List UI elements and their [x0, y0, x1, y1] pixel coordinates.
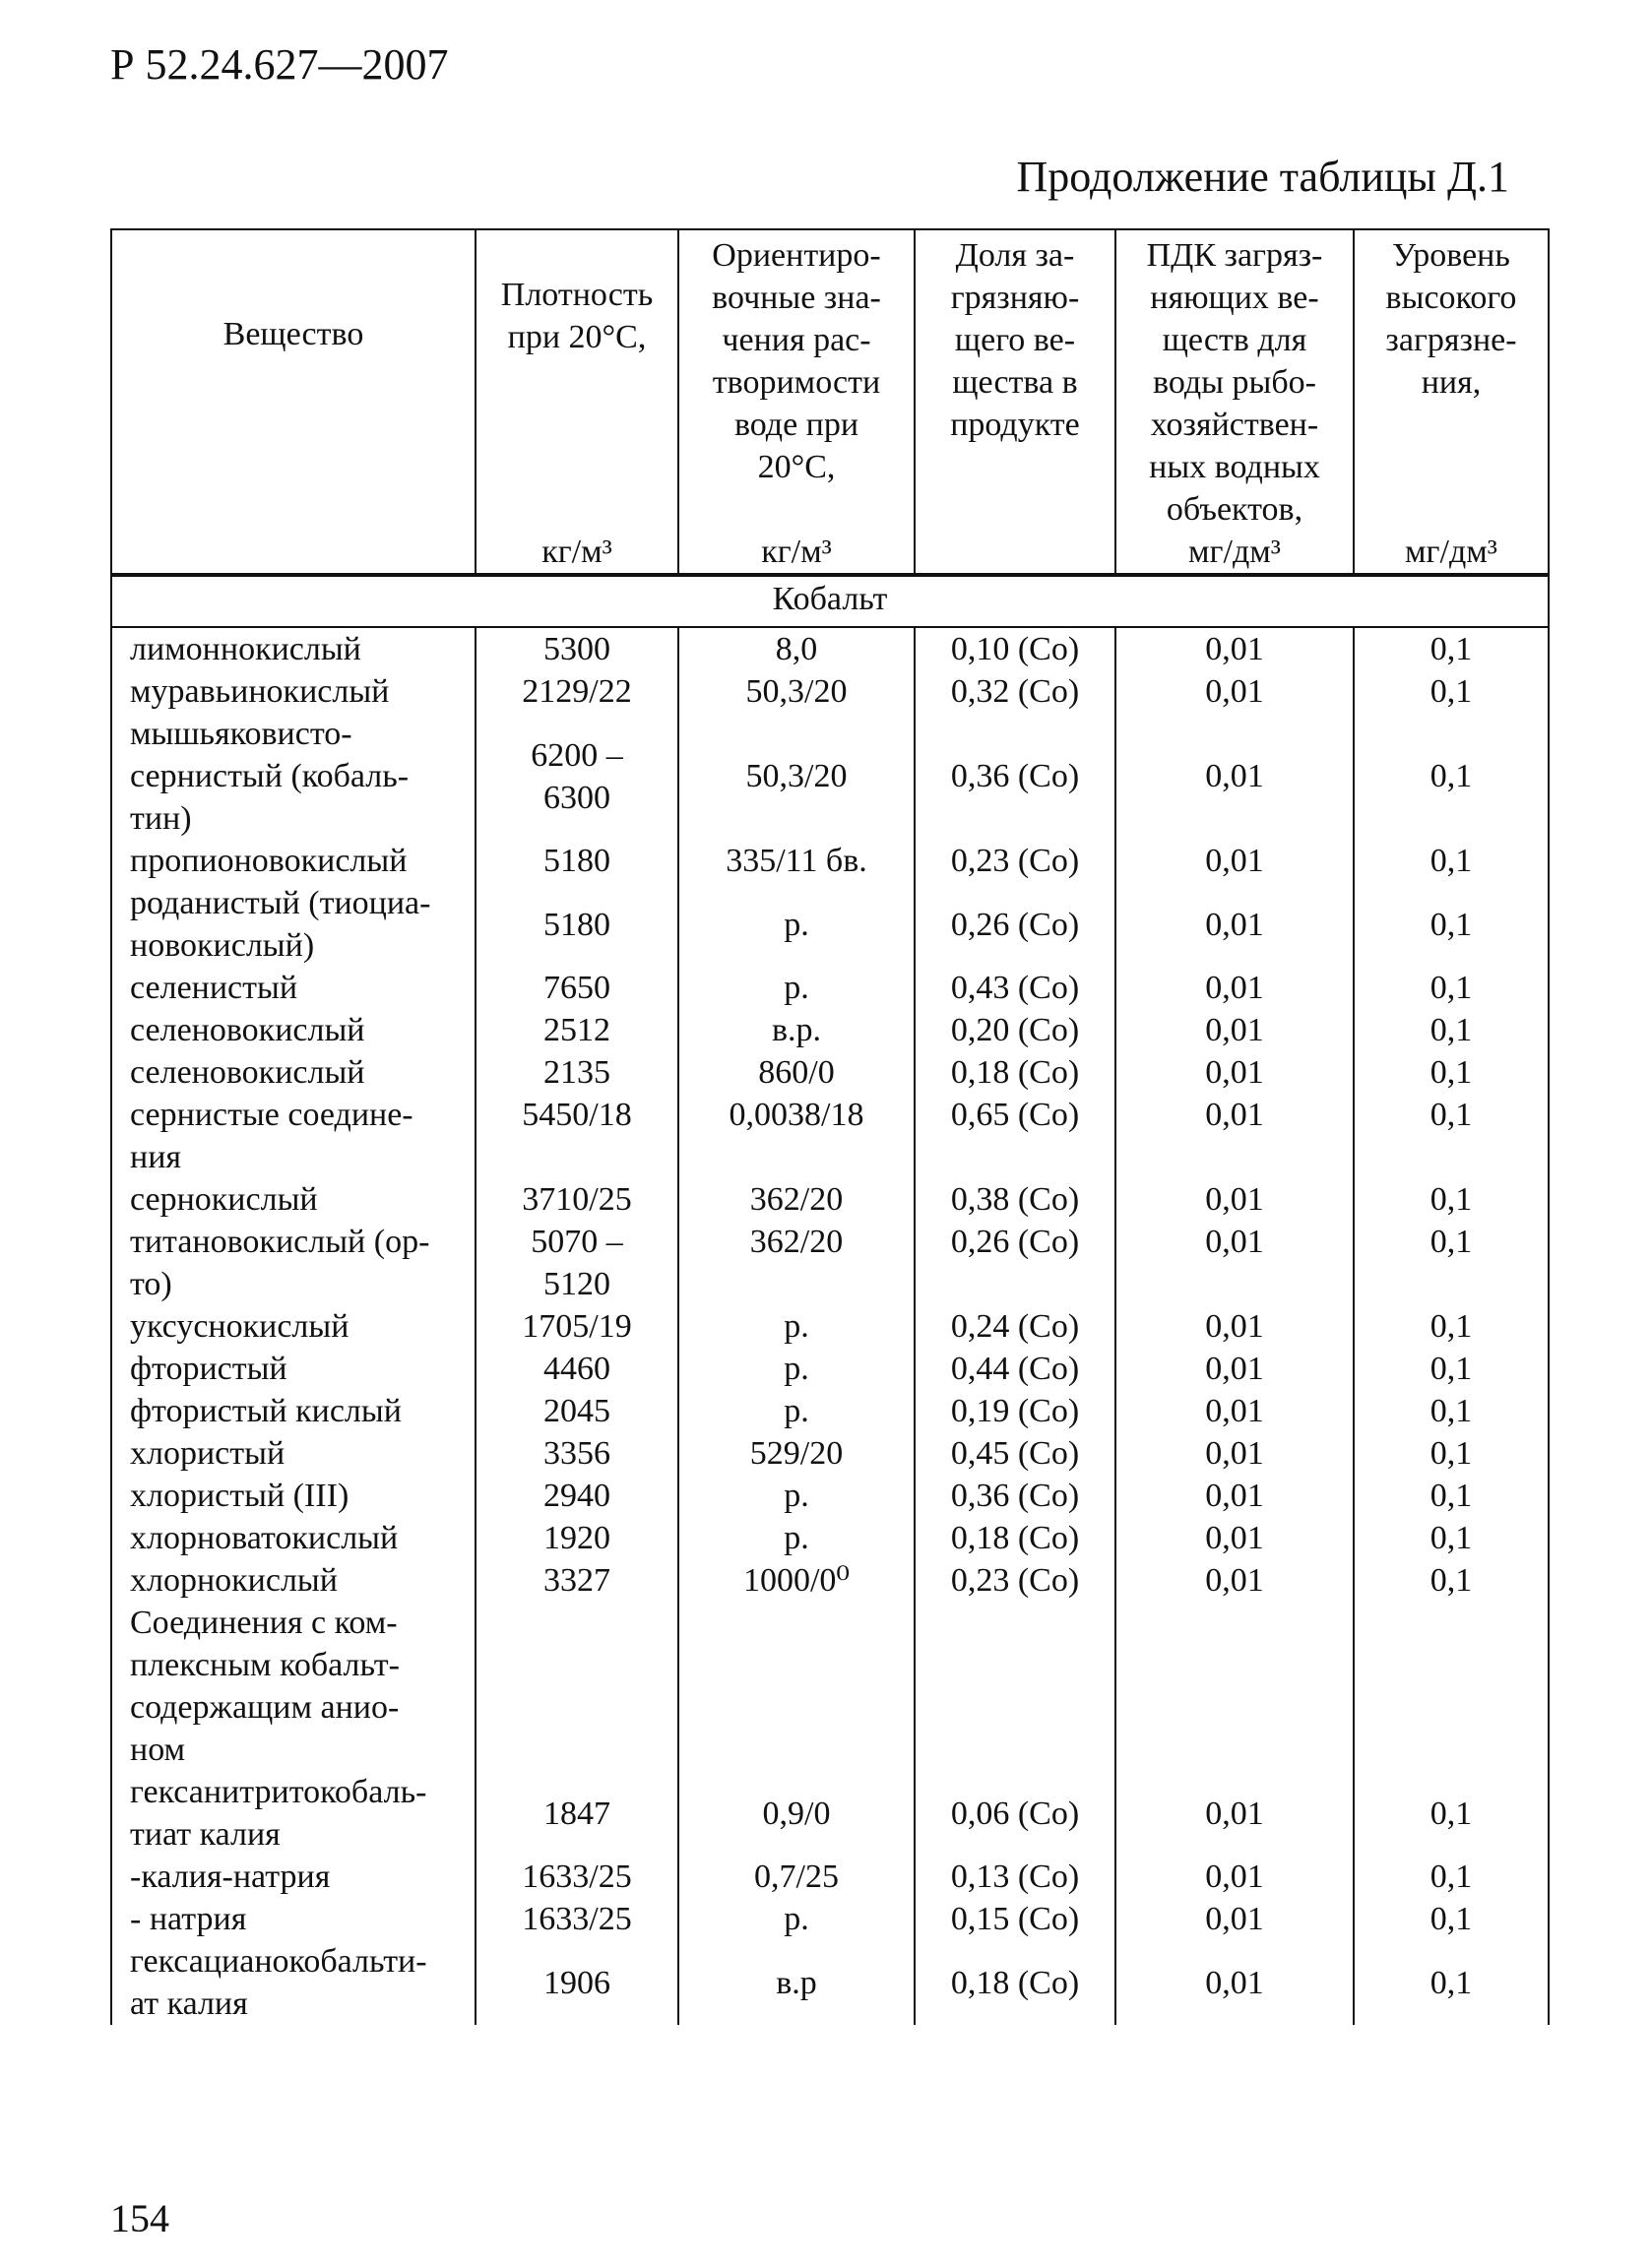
table-row	[111, 1559, 1549, 1602]
cell-pdk: 0,01	[1115, 1771, 1354, 1856]
cell-pdk: 0,01	[1115, 1475, 1354, 1517]
cell-solubility: 860/0	[678, 1051, 915, 1094]
cell-share: 0,45 (Co)	[915, 1432, 1115, 1475]
cell-pdk: 0,01	[1115, 713, 1354, 840]
table-row	[111, 1348, 1549, 1390]
cell-solubility: 0,7/25	[678, 1856, 915, 1898]
cell-level: 0,1	[1354, 1898, 1549, 1940]
cell-density: 1705/19	[476, 1305, 678, 1348]
cell-pdk: 0,01	[1115, 1517, 1354, 1559]
cell-substance: роданистый (тиоциа- новокислый)	[111, 882, 476, 967]
cell-level: 0,1	[1354, 840, 1549, 882]
cell-solubility: 335/11 бв.	[678, 840, 915, 882]
cell-solubility: 50,3/20	[678, 713, 915, 840]
cell-pdk: 0,01	[1115, 1178, 1354, 1221]
header-share: Доля за- грязняю- щего ве- щества в продукте	[915, 229, 1115, 575]
cell-pdk: 0,01	[1115, 670, 1354, 713]
substances-table	[110, 228, 1550, 2025]
cell-solubility: 50,3/20	[678, 670, 915, 713]
cell-solubility: в.р	[678, 1940, 915, 2025]
table-row	[111, 1898, 1549, 1940]
cell-share: 0,23 (Co)	[915, 1559, 1115, 1602]
cell-density: 2940	[476, 1475, 678, 1517]
cell-density: 5300	[476, 627, 678, 670]
cell-solubility: 1000/0⁰	[678, 1559, 915, 1602]
cell-share: 0,13 (Co)	[915, 1856, 1115, 1898]
cell-solubility: 529/20	[678, 1432, 915, 1475]
header-solubility: Ориентиро- вочные зна- чения рас- творимости воде при 20°С, кг/м³	[678, 229, 915, 575]
cell-level: 0,1	[1354, 1475, 1549, 1517]
cell-substance: титановокислый (ор- то)	[111, 1221, 476, 1305]
cell-level: 0,1	[1354, 1009, 1549, 1051]
cell-density: 2129/22	[476, 670, 678, 713]
cell-substance: хлорнокислый	[111, 1559, 476, 1602]
table-row	[111, 967, 1549, 1009]
cell-density: 2045	[476, 1390, 678, 1432]
table-row	[111, 1940, 1549, 2025]
cell-substance: лимоннокислый	[111, 627, 476, 670]
document-code: Р 52.24.627—2007	[110, 40, 449, 89]
cell-share: 0,15 (Co)	[915, 1898, 1115, 1940]
table-row	[111, 840, 1549, 882]
table-row	[111, 1856, 1549, 1898]
cell-level: 0,1	[1354, 1348, 1549, 1390]
header-pdk: ПДК загряз- няющих ве- ществ для воды рыбо- хозяйствен- ных водных объектов, мг/дм³	[1115, 229, 1354, 575]
cell-solubility: р.	[678, 882, 915, 967]
table-row	[111, 1602, 1549, 1771]
cell-share: 0,20 (Co)	[915, 1009, 1115, 1051]
header-level: Уровень высокого загрязне- ния, мг/дм³	[1354, 229, 1549, 575]
cell-pdk: 0,01	[1115, 1856, 1354, 1898]
cell-pdk: 0,01	[1115, 1305, 1354, 1348]
cell-share: 0,26 (Co)	[915, 1221, 1115, 1305]
cell-share: 0,10 (Co)	[915, 627, 1115, 670]
cell-share: 0,36 (Co)	[915, 713, 1115, 840]
cell-level: 0,1	[1354, 1390, 1549, 1432]
cell-density: 5180	[476, 840, 678, 882]
cell-density: 1847	[476, 1771, 678, 1856]
cell-pdk	[1115, 1602, 1354, 1771]
cell-density: 1920	[476, 1517, 678, 1559]
cell-level: 0,1	[1354, 1940, 1549, 2025]
table-row	[111, 1051, 1549, 1094]
table-row	[111, 1432, 1549, 1475]
cell-density: 4460	[476, 1348, 678, 1390]
cell-solubility: р.	[678, 1898, 915, 1940]
cell-substance: хлористый (III)	[111, 1475, 476, 1517]
cell-share: 0,65 (Co)	[915, 1094, 1115, 1178]
cell-share: 0,06 (Co)	[915, 1771, 1115, 1856]
cell-density: 3356	[476, 1432, 678, 1475]
cell-level: 0,1	[1354, 1051, 1549, 1094]
cell-density: 3710/25	[476, 1178, 678, 1221]
cell-share: 0,18 (Co)	[915, 1517, 1115, 1559]
cell-pdk: 0,01	[1115, 1390, 1354, 1432]
cell-pdk: 0,01	[1115, 882, 1354, 967]
cell-substance: сернистые соедине- ния	[111, 1094, 476, 1178]
cell-density: 6200 – 6300	[476, 713, 678, 840]
cell-share: 0,43 (Co)	[915, 967, 1115, 1009]
cell-solubility: 8,0	[678, 627, 915, 670]
cell-level: 0,1	[1354, 1559, 1549, 1602]
cell-substance: гексанитритокобаль- тиат калия	[111, 1771, 476, 1856]
cell-pdk: 0,01	[1115, 1559, 1354, 1602]
cell-pdk: 0,01	[1115, 627, 1354, 670]
table-row	[111, 1178, 1549, 1221]
table-row	[111, 1475, 1549, 1517]
cell-density: 5450/18	[476, 1094, 678, 1178]
table-row	[111, 1771, 1549, 1856]
cell-substance: гексацианокобальти- ат калия	[111, 1940, 476, 2025]
cell-share: 0,32 (Co)	[915, 670, 1115, 713]
cell-substance: Соединения с ком- плексным кобальт- содержащим анио- ном	[111, 1602, 476, 1771]
cell-substance: пропионовокислый	[111, 840, 476, 882]
cell-share: 0,38 (Co)	[915, 1178, 1115, 1221]
table-row	[111, 1094, 1549, 1178]
table-row	[111, 1390, 1549, 1432]
header-pdk-unit: мг/дм³	[1188, 534, 1281, 570]
cell-level: 0,1	[1354, 1094, 1549, 1178]
cell-density: 7650	[476, 967, 678, 1009]
cell-level: 0,1	[1354, 882, 1549, 967]
cell-substance: селенистый	[111, 967, 476, 1009]
cell-pdk: 0,01	[1115, 1221, 1354, 1305]
cell-pdk: 0,01	[1115, 1348, 1354, 1390]
cell-share: 0,23 (Co)	[915, 840, 1115, 882]
cell-substance: мышьяковисто- сернистый (кобаль- тин)	[111, 713, 476, 840]
cell-density: 5180	[476, 882, 678, 967]
cell-pdk: 0,01	[1115, 1898, 1354, 1940]
cell-pdk: 0,01	[1115, 1009, 1354, 1051]
cell-substance: - натрия	[111, 1898, 476, 1940]
cell-level: 0,1	[1354, 1178, 1549, 1221]
cell-density	[476, 1602, 678, 1771]
table-continuation-caption: Продолжение таблицы Д.1	[1016, 153, 1509, 201]
group-row-cobalt	[111, 575, 1549, 627]
table-row	[111, 670, 1549, 713]
cell-density: 2512	[476, 1009, 678, 1051]
cell-substance: уксуснокислый	[111, 1305, 476, 1348]
cell-solubility: 362/20	[678, 1221, 915, 1305]
cell-level: 0,1	[1354, 1856, 1549, 1898]
table-header-row	[111, 229, 1549, 575]
cell-density: 2135	[476, 1051, 678, 1094]
cell-solubility: в.р.	[678, 1009, 915, 1051]
cell-share: 0,26 (Co)	[915, 882, 1115, 967]
cell-level: 0,1	[1354, 1221, 1549, 1305]
table-row	[111, 1009, 1549, 1051]
cell-pdk: 0,01	[1115, 840, 1354, 882]
cell-level: 0,1	[1354, 1517, 1549, 1559]
cell-pdk: 0,01	[1115, 1940, 1354, 2025]
cell-share: 0,24 (Co)	[915, 1305, 1115, 1348]
cell-share: 0,18 (Co)	[915, 1051, 1115, 1094]
cell-substance: муравьинокислый	[111, 670, 476, 713]
cell-pdk: 0,01	[1115, 1432, 1354, 1475]
header-density: Плотность при 20°С, кг/м³	[476, 229, 678, 575]
cell-level: 0,1	[1354, 627, 1549, 670]
cell-solubility: р.	[678, 1475, 915, 1517]
cell-level: 0,1	[1354, 1305, 1549, 1348]
cell-solubility: р.	[678, 1517, 915, 1559]
cell-pdk: 0,01	[1115, 1094, 1354, 1178]
page-number: 154	[110, 2196, 169, 2240]
table-row	[111, 1517, 1549, 1559]
table-row	[111, 627, 1549, 670]
cell-level: 0,1	[1354, 713, 1549, 840]
table-row	[111, 1305, 1549, 1348]
table-row	[111, 1221, 1549, 1305]
cell-solubility: 362/20	[678, 1178, 915, 1221]
cell-level: 0,1	[1354, 1771, 1549, 1856]
cell-share: 0,18 (Co)	[915, 1940, 1115, 2025]
cell-solubility: р.	[678, 1348, 915, 1390]
cell-density: 1633/25	[476, 1898, 678, 1940]
cell-share: 0,44 (Co)	[915, 1348, 1115, 1390]
cell-pdk: 0,01	[1115, 967, 1354, 1009]
cell-solubility: р.	[678, 1305, 915, 1348]
cell-share: 0,19 (Co)	[915, 1390, 1115, 1432]
cell-solubility: р.	[678, 1390, 915, 1432]
cell-share	[915, 1602, 1115, 1771]
cell-substance: селеновокислый	[111, 1009, 476, 1051]
cell-solubility: р.	[678, 967, 915, 1009]
cell-density: 5070 – 5120	[476, 1221, 678, 1305]
cell-pdk: 0,01	[1115, 1051, 1354, 1094]
cell-substance: -калия-натрия	[111, 1856, 476, 1898]
cell-solubility: 0,9/0	[678, 1771, 915, 1856]
cell-share: 0,36 (Co)	[915, 1475, 1115, 1517]
cell-level: 0,1	[1354, 1432, 1549, 1475]
cell-level: 0,1	[1354, 670, 1549, 713]
cell-substance: хлористый	[111, 1432, 476, 1475]
header-substance: Вещество	[111, 229, 476, 575]
cell-density: 1633/25	[476, 1856, 678, 1898]
cell-substance: хлорноватокислый	[111, 1517, 476, 1559]
cell-density: 3327	[476, 1559, 678, 1602]
cell-level: 0,1	[1354, 967, 1549, 1009]
table-row	[111, 713, 1549, 840]
cell-substance: фтористый	[111, 1348, 476, 1390]
cell-density: 1906	[476, 1940, 678, 2025]
header-level-unit: мг/дм³	[1405, 534, 1497, 570]
table-row	[111, 882, 1549, 967]
header-solubility-unit: кг/м³	[761, 534, 832, 570]
cell-substance: фтористый кислый	[111, 1390, 476, 1432]
cell-solubility: 0,0038/18	[678, 1094, 915, 1178]
cell-level	[1354, 1602, 1549, 1771]
header-density-unit: кг/м³	[541, 534, 612, 570]
cell-substance: сернокислый	[111, 1178, 476, 1221]
group-title: Кобальт	[111, 575, 1549, 627]
cell-substance: селеновокислый	[111, 1051, 476, 1094]
cell-solubility	[678, 1602, 915, 1771]
